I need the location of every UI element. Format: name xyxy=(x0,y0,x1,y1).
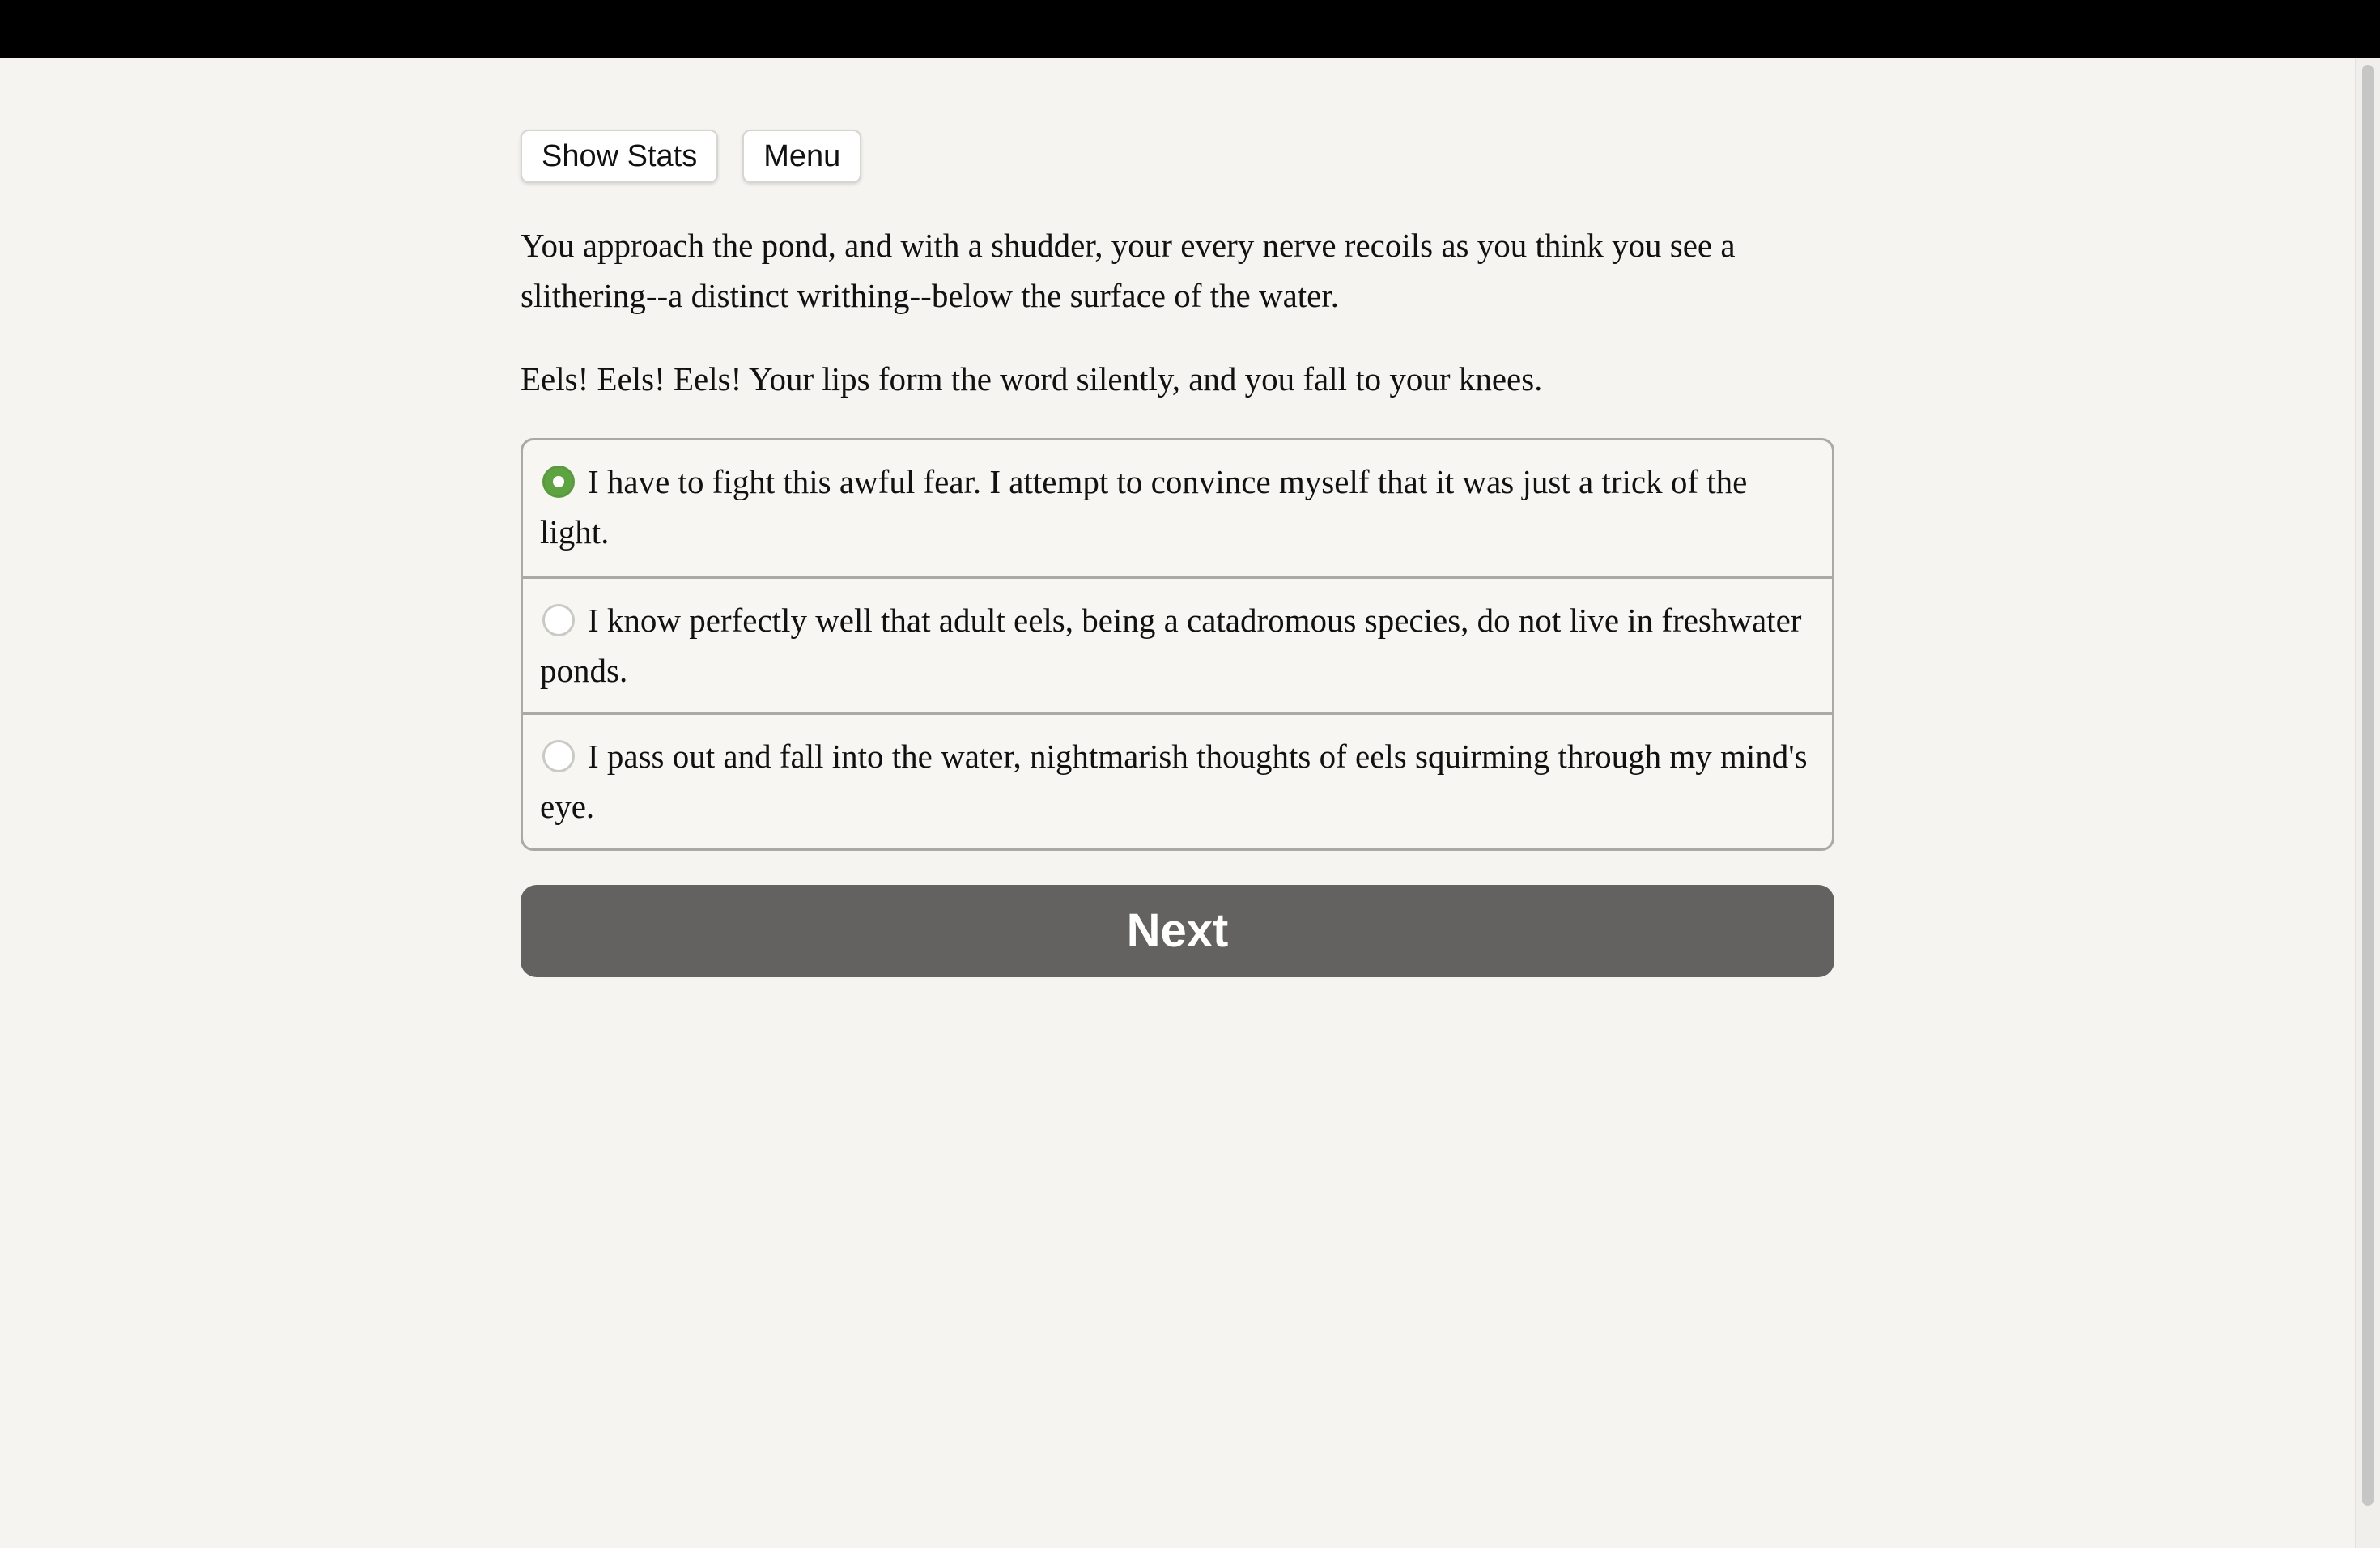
story-paragraph-1: You approach the pond, and with a shudder, your every nerve recoils as you think you see a slithering--a distinct writhing--below the surface of the water. xyxy=(521,227,1736,314)
header-buttons xyxy=(521,130,1834,183)
radio-button-selected[interactable] xyxy=(542,466,575,498)
menu-button[interactable]: Menu xyxy=(742,130,861,183)
choice-list xyxy=(521,438,1834,851)
radio-button[interactable] xyxy=(542,604,575,636)
story-paragraph-2: Eels! Eels! Eels! Your lips form the word silently, and you fall to your knees. xyxy=(521,360,1543,398)
radio-button[interactable] xyxy=(542,740,575,772)
choice-label: I know perfectly well that adult eels, being a catadromous species, do not live in freshwater ponds. xyxy=(540,602,1802,689)
choice-label: I pass out and fall into the water, nightmarish thoughts of eels squirming through my mind's eye. xyxy=(540,738,1808,825)
game-content xyxy=(521,130,1834,977)
show-stats-button[interactable]: Show Stats xyxy=(521,130,718,183)
choice-label: I have to fight this awful fear. I attempt to convince myself that it was just a trick of the light. xyxy=(540,463,1748,551)
choice-option-2[interactable] xyxy=(523,576,1832,712)
choice-option-3[interactable] xyxy=(523,712,1832,848)
choice-option-1[interactable] xyxy=(523,440,1832,576)
scrollbar-thumb[interactable] xyxy=(2362,65,2374,1506)
window-top-bar xyxy=(0,0,2380,58)
scrollbar[interactable] xyxy=(2355,58,2380,1548)
next-button[interactable]: Next xyxy=(521,885,1834,977)
